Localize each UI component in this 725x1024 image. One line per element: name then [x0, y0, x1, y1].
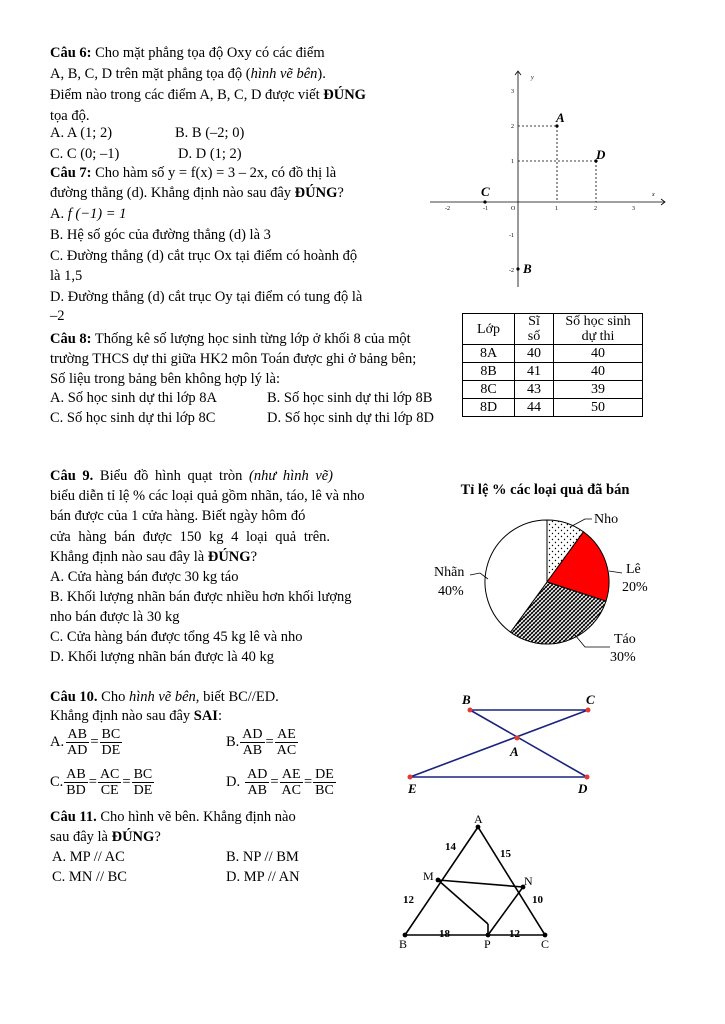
- tick-x-0: -2: [445, 206, 450, 212]
- length-am: 14: [445, 841, 456, 853]
- q8-option-a[interactable]: A. Số học sinh dự thi lớp 8A: [50, 390, 217, 406]
- vertex-a: [515, 736, 520, 741]
- slice-label-nhan: Nhãn: [434, 565, 465, 580]
- label-e: E: [408, 781, 417, 796]
- q10-option-b[interactable]: [226, 727, 299, 758]
- cell: 39: [554, 381, 643, 399]
- q9-line1: Câu 9. Biểu đồ hình quạt tròn (như hình vẽ): [50, 468, 334, 484]
- q8-option-d[interactable]: D. Số học sinh dự thi lớp 8D: [267, 410, 434, 426]
- q10-option-c[interactable]: [50, 767, 155, 798]
- fraction: $\frac{AB}{BD}$: [66, 767, 86, 798]
- table-row: [463, 381, 643, 399]
- q6-option-c[interactable]: C. C (0; –1): [50, 146, 120, 162]
- table-header-row: [463, 314, 643, 345]
- label-a: A: [474, 812, 483, 826]
- cell: 8D: [463, 399, 515, 417]
- fraction: $\frac{BC}{DE}$: [133, 767, 153, 798]
- vertex-d: [585, 775, 590, 780]
- fraction: $\frac{AC}{CE}$: [99, 767, 120, 798]
- option-letter: D.: [226, 774, 241, 790]
- cell: 40: [515, 345, 554, 363]
- leader-le: [609, 571, 622, 573]
- q8-option-b[interactable]: B. Số học sinh dự thi lớp 8B: [267, 390, 433, 406]
- q9-option-b[interactable]: B. Khối lượng nhãn bán được nhiều hơn khối lượng: [50, 589, 352, 605]
- q9-line2: biểu diễn tỉ lệ % các loại quả gồm nhãn, táo, lê và nho: [50, 488, 365, 504]
- vertex-c: [586, 708, 591, 713]
- vertex-e: [408, 775, 413, 780]
- cell: 40: [554, 363, 643, 381]
- cell: 8A: [463, 345, 515, 363]
- cell: 8B: [463, 363, 515, 381]
- label-m: M: [423, 869, 434, 883]
- length-pc: 12: [509, 928, 520, 940]
- q10-line2: Khẳng định nào sau đây SAI:: [50, 708, 222, 724]
- point-a-label: A: [556, 110, 565, 125]
- length-mb: 12: [403, 894, 414, 906]
- segment-mp: [438, 880, 488, 924]
- q8-line2: trường THCS dự thi giữa HK2 môn Toán được ghi ở bảng bên;: [50, 351, 417, 367]
- length-bp: 18: [439, 928, 450, 940]
- chart-title: Tỉ lệ % các loại quả đã bán: [460, 482, 630, 498]
- table-row: [463, 399, 643, 417]
- cell: 44: [515, 399, 554, 417]
- tick-x-1: -1: [483, 206, 488, 212]
- segment-bd: [470, 710, 587, 777]
- equals: =: [88, 774, 97, 790]
- equals: =: [265, 734, 274, 750]
- cell: 8C: [463, 381, 515, 399]
- label-p: P: [484, 937, 491, 950]
- q11-option-b[interactable]: B. NP // BM: [226, 849, 299, 865]
- q6-option-b[interactable]: B. B (–2; 0): [175, 125, 245, 141]
- fraction: $\frac{AE}{AC}$: [281, 767, 301, 798]
- q10-option-d[interactable]: [226, 767, 337, 798]
- q7-option-c[interactable]: C. Đường thẳng (d) cắt trục Ox tại điểm có hoành độ: [50, 248, 358, 264]
- x-axis-label: x: [652, 192, 655, 198]
- slice-label-tao: Táo: [614, 632, 636, 647]
- tick-y-2: 1: [511, 159, 514, 165]
- label-n: N: [524, 874, 533, 888]
- q7-option-d[interactable]: D. Đường thẳng (d) cắt trục Oy tại điểm có tung độ là: [50, 289, 363, 305]
- length-nc: 10: [532, 894, 543, 906]
- q7-option-c-cont: là 1,5: [50, 268, 83, 284]
- slice-label-le: Lê: [626, 562, 641, 577]
- q9-line3: bán được của 1 cửa hàng. Biết ngày hôm đó: [50, 508, 306, 524]
- coordinate-graph: [425, 65, 670, 295]
- label-d: D: [578, 781, 588, 796]
- q11-option-d[interactable]: D. MP // AN: [226, 869, 300, 885]
- q11-line2: sau đây là ĐÚNG?: [50, 829, 161, 845]
- fraction: $\frac{AD}{AB}$: [247, 767, 268, 798]
- q9-option-d[interactable]: D. Khối lượng nhãn bán được là 40 kg: [50, 649, 274, 665]
- vertex-m: [436, 878, 441, 883]
- label-b: B: [399, 937, 408, 950]
- fraction: $\frac{AB}{AD}$: [67, 727, 88, 758]
- q7-option-b[interactable]: B. Hệ số góc của đường thẳng (d) là 3: [50, 227, 271, 243]
- stats-table: [462, 313, 643, 417]
- label-a: A: [510, 744, 519, 759]
- q7-line1: Câu 7: Cho hàm số y = f(x) = 3 – 2x, có đồ thị là: [50, 165, 337, 181]
- label-b: B: [462, 692, 471, 707]
- point-c-dot: [483, 200, 486, 203]
- header-class: Lớp: [463, 314, 515, 345]
- q7-line2: đường thẳng (d). Khẳng định nào sau đây ĐÚNG?: [50, 185, 344, 201]
- header-tested: Số học sinh dự thi: [554, 314, 643, 345]
- tick-x-3: 2: [594, 206, 597, 212]
- fraction: $\frac{DE}{BC}$: [315, 767, 334, 798]
- point-d-label: D: [596, 147, 606, 162]
- q6-option-d[interactable]: D. D (1; 2): [178, 146, 242, 162]
- option-letter: A.: [50, 734, 65, 750]
- segment-ce: [410, 710, 588, 777]
- leader-tao: [575, 635, 610, 647]
- q6-line4: tọa độ.: [50, 108, 90, 124]
- tick-x-2: 1: [555, 206, 558, 212]
- y-axis-label: y: [531, 75, 534, 81]
- q10-figure: [400, 690, 610, 800]
- equals: =: [90, 734, 99, 750]
- option-letter: B.: [226, 734, 240, 750]
- slice-pct-nhan: 40%: [438, 584, 464, 599]
- q8-line3: Số liệu trong bảng bên không hợp lý là:: [50, 371, 280, 387]
- fraction: $\frac{AD}{AB}$: [242, 727, 263, 758]
- q11-option-c[interactable]: C. MN // BC: [52, 869, 127, 885]
- q11-line1: Câu 11. Cho hình vẽ bên. Khẳng định nào: [50, 809, 296, 825]
- q9-line5: Khẳng định nào sau đây là ĐÚNG?: [50, 549, 257, 565]
- q6-option-a[interactable]: A. A (1; 2): [50, 125, 113, 141]
- q8-line1: Câu 8: Thống kê số lượng học sinh từng lớp ở khối 8 của một: [50, 331, 411, 347]
- q9-option-c[interactable]: C. Cửa hàng bán được tổng 45 kg lê và nho: [50, 629, 303, 645]
- equals: =: [270, 774, 279, 790]
- slice-pct-tao: 30%: [610, 650, 636, 665]
- q7-option-a[interactable]: A. f (−1) = 1: [50, 206, 127, 222]
- tick-y-0: 3: [511, 89, 514, 95]
- q8-option-c[interactable]: C. Số học sinh dự thi lớp 8C: [50, 410, 216, 426]
- q10-line1: Câu 10. Cho hình vẽ bên, biết BC//ED.: [50, 689, 279, 705]
- q11-figure: [395, 810, 565, 950]
- tick-x-4: 3: [632, 206, 635, 212]
- cell: 41: [515, 363, 554, 381]
- table-row: [463, 363, 643, 381]
- cell: 43: [515, 381, 554, 399]
- q6-line3: Điểm nào trong các điểm A, B, C, D được viết ĐÚNG: [50, 87, 366, 103]
- q11-option-a[interactable]: A. MP // AC: [52, 849, 125, 865]
- tick-y-4: -2: [509, 268, 514, 274]
- q6-line1: Câu 6: Cho mặt phẳng tọa độ Oxy có các điểm: [50, 45, 325, 61]
- pie-chart: [410, 475, 710, 675]
- q9-line4: cửa hàng bán được 150 kg 4 loại quả trên.: [50, 529, 331, 545]
- equals: =: [303, 774, 313, 790]
- q9-option-b-cont: nho bán được là 30 kg: [50, 609, 180, 625]
- point-b-dot: [516, 267, 519, 270]
- tick-y-3: -1: [509, 233, 514, 239]
- segment-mn: [438, 880, 523, 887]
- cell: 50: [554, 399, 643, 417]
- q9-option-a[interactable]: A. Cửa hàng bán được 30 kg táo: [50, 569, 239, 585]
- fraction: $\frac{BC}{DE}$: [101, 727, 121, 758]
- q6-line2: A, B, C, D trên mặt phẳng tọa độ (hình vẽ bên).: [50, 66, 326, 82]
- header-enrolled: Sĩ số: [515, 314, 554, 345]
- table-row: [463, 345, 643, 363]
- tick-y-1: 2: [511, 124, 514, 130]
- slice-label-nho: Nho: [594, 512, 619, 527]
- equals: =: [122, 774, 131, 790]
- vertex-b: [468, 708, 473, 713]
- q7-option-d-cont: –2: [50, 308, 65, 324]
- cell: 40: [554, 345, 643, 363]
- length-an: 15: [500, 848, 511, 860]
- fraction: $\frac{AE}{AC}$: [276, 727, 297, 758]
- point-c-label: C: [481, 184, 490, 199]
- label-c: C: [541, 937, 550, 950]
- q10-option-a[interactable]: [50, 727, 123, 758]
- option-letter: C.: [50, 774, 64, 790]
- label-c: C: [586, 692, 595, 707]
- origin-label: O: [511, 206, 516, 212]
- point-b-label: B: [523, 261, 532, 276]
- slice-pct-le: 20%: [622, 580, 648, 595]
